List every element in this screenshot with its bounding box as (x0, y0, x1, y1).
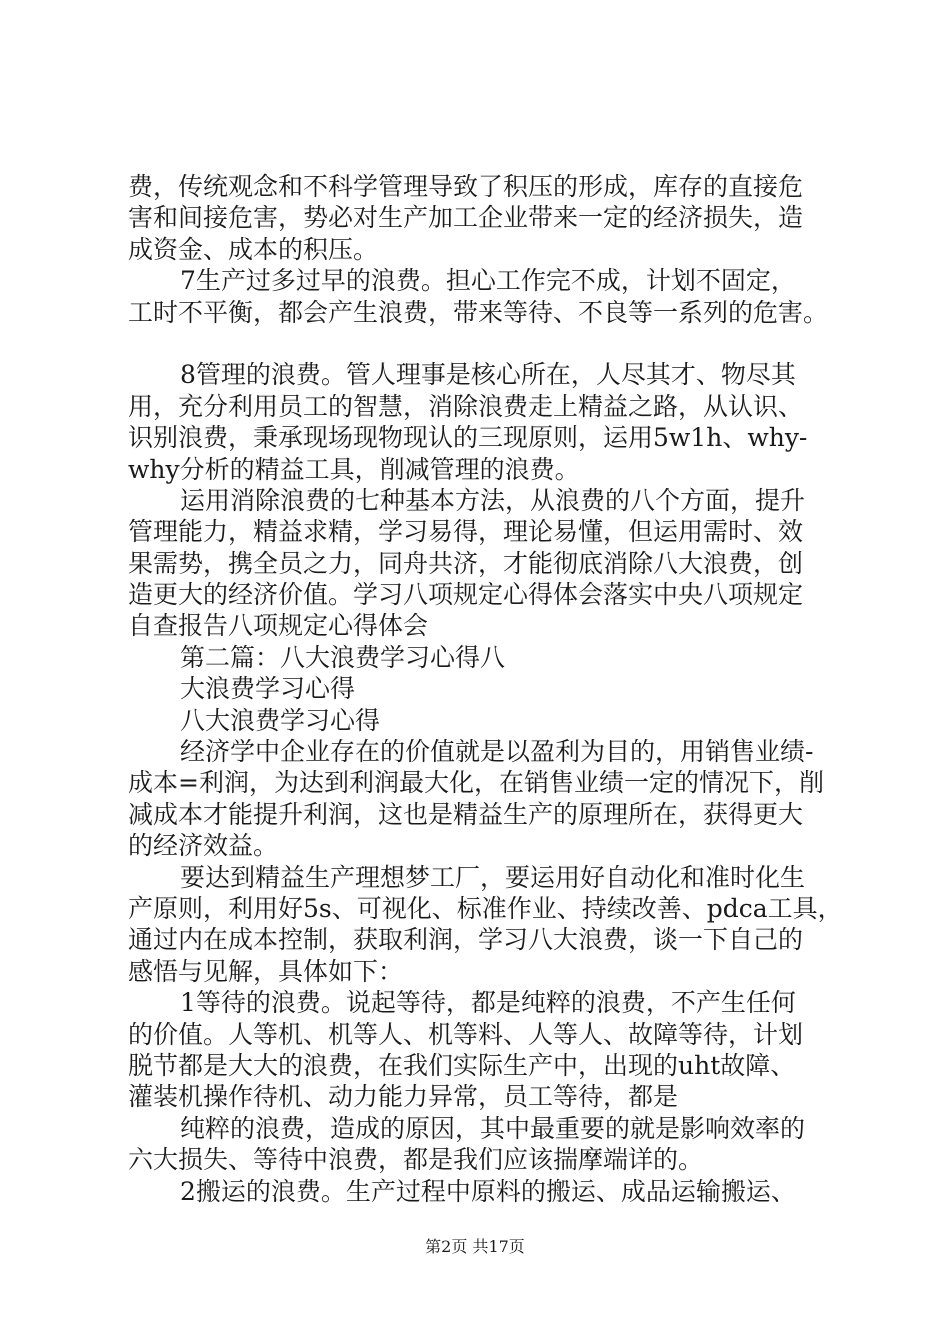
text-line: 要达到精益生产理想梦工厂，要运用好自动化和准时化生 (180, 862, 806, 892)
text-line: 识别浪费，秉承现场现物现认的三现原则，运用5w1h、why- (128, 423, 808, 453)
text-line: 灌装机操作待机、动力能力异常，员工等待，都是 (128, 1082, 679, 1112)
blank-line (128, 328, 838, 359)
text-line: 的价值。人等机、机等人、机等料、人等人、故障等待，计划 (128, 1019, 804, 1049)
text-line: 减成本才能提升利润，这也是精益生产的原理所在，获得更大 (128, 799, 804, 829)
text-line: 脱节都是大大的浪费，在我们实际生产中，出现的uht故障、 (128, 1050, 796, 1080)
text-line: 自查报告八项规定心得体会 (128, 611, 429, 641)
text-line: 造更大的经济价值。学习八项规定心得体会落实中央八项规定 (128, 580, 804, 610)
text-line: 第二篇：八大浪费学习心得八 (180, 642, 506, 672)
text-line: 经济学中企业存在的价值就是以盈利为目的，用销售业绩- (180, 737, 814, 767)
text-line: 大浪费学习心得 (180, 674, 356, 704)
text-line: why分析的精益工具，削减管理的浪费。 (128, 454, 580, 484)
text-line: 的经济效益。 (128, 831, 279, 861)
text-line: 8管理的浪费。管人理事是核心所在，人尽其才、物尽其 (180, 360, 796, 390)
text-line: 用，充分利用员工的智慧，消除浪费走上精益之路，从认识、 (128, 391, 804, 421)
text-line: 八大浪费学习心得 (180, 705, 381, 735)
text-line: 工时不平衡，都会产生浪费，带来等待、不良等一系列的危害。 (128, 297, 829, 327)
text-line: 果需势，携全员之力，同舟共济，才能彻底消除八大浪费，创 (128, 548, 804, 578)
text-line: 感悟与见解，具体如下： (128, 956, 404, 986)
text-line: 产原则，利用好5s、可视化、标准作业、持续改善、pdca工具， (128, 893, 843, 923)
text-line: 纯粹的浪费，造成的原因，其中最重要的就是影响效率的 (180, 1113, 806, 1143)
text-line: 2搬运的浪费。生产过程中原料的搬运、成品运输搬运、 (180, 1176, 796, 1206)
text-line: 成资金、成本的积压。 (128, 234, 379, 264)
text-line: 运用消除浪费的七种基本方法，从浪费的八个方面，提升 (180, 485, 806, 515)
text-line: 成本=利润，为达到利润最大化，在销售业绩一定的情况下，削 (128, 768, 824, 798)
text-line: 害和间接危害，势必对生产加工企业带来一定的经济损失，造 (128, 203, 804, 233)
text-line: 7生产过多过早的浪费。担心工作完不成，计划不固定， (180, 266, 796, 296)
text-line: 通过内在成本控制，获取利润，学习八大浪费，谈一下自己的 (128, 925, 804, 955)
text-line: 1等待的浪费。说起等待，都是纯粹的浪费，不产生任何 (180, 988, 796, 1018)
document-body (128, 171, 843, 1207)
page-footer: 第2页 共17页 (425, 1237, 525, 1256)
text-line: 六大损失、等待中浪费，都是我们应该揣摩端详的。 (128, 1145, 704, 1175)
text-line: 费，传统观念和不科学管理导致了积压的形成，库存的直接危 (128, 172, 804, 201)
text-line: 管理能力，精益求精，学习易得，理论易懂，但运用需时、效 (128, 517, 804, 547)
